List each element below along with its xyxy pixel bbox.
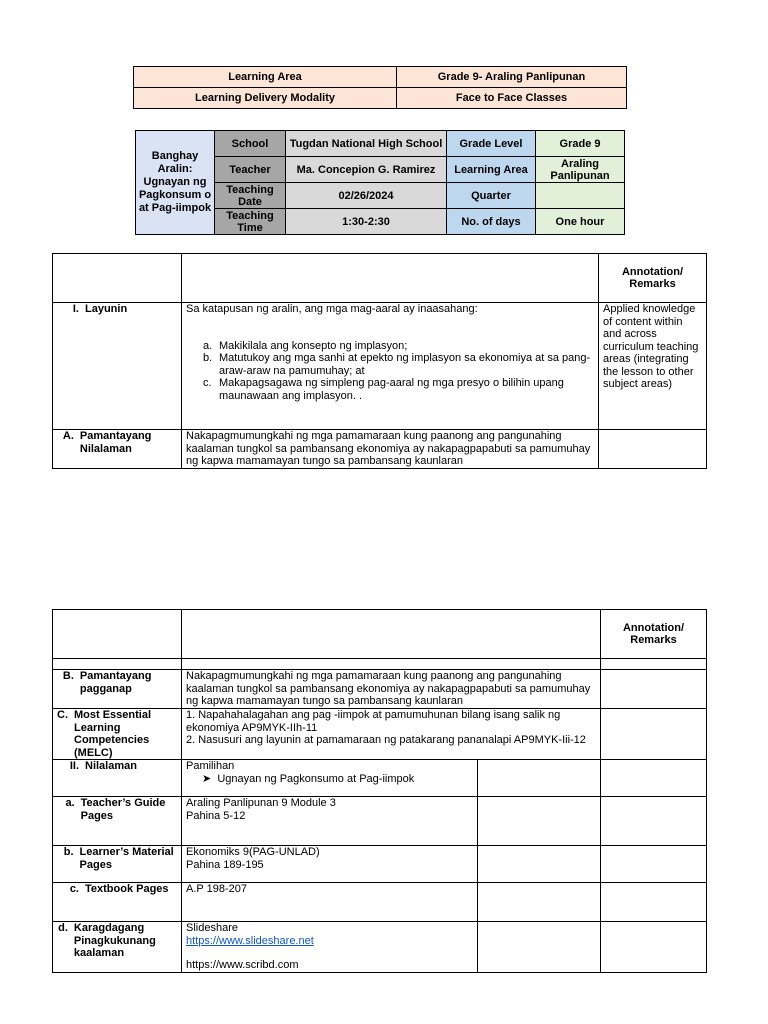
melc-content <box>182 709 601 760</box>
annotation-header: Annotation/ Remarks <box>601 610 707 659</box>
lesson-plan-title: Banghay Aralin: Ugnayan ng Pagkonsum o at Pag-iimpok <box>136 131 215 235</box>
delivery-modality-value: Face to Face Classes <box>397 88 627 109</box>
pamantayang-nilalaman-content: Nakapagmumungkahi ng mga pamamaraan kung paanong ang pangunahing kaalaman tungkol sa pambansang ekonomiya ay nakapagpapabuti sa pamumuhay ng kapwa mamamayan tungo sa pambansang kaunlaran <box>182 430 599 469</box>
melc-line: 1. Napahahalagahan ang pag -iimpok at pamumuhunan bilang isang salik ng ekonomiya AP9MYK-IIh-11 <box>186 709 561 734</box>
teaching-date-label: Teaching Date <box>215 183 286 209</box>
spacer-cell <box>182 659 601 670</box>
list-item <box>186 773 473 786</box>
karagdagang-content <box>182 922 478 973</box>
remarks-cell <box>599 430 707 469</box>
layunin-intro: Sa katapusan ng aralin, ang mga mag-aaral ay inaasahang: <box>186 303 478 315</box>
empty-cell <box>478 797 601 846</box>
textbook-label-cell <box>53 883 182 922</box>
row-num: II. <box>69 760 79 772</box>
nilalaman-content <box>182 760 478 797</box>
row-num: C. <box>57 709 68 721</box>
list-marker: c. <box>203 377 212 389</box>
slideshare-link[interactable]: https://www.slideshare.net <box>186 934 314 947</box>
learner-material-label-cell <box>53 846 182 883</box>
layunin-num: I. <box>72 303 79 315</box>
list-text: Matutukoy ang mga sanhi at epekto ng implasyon sa ekonomiya at sa pang-araw-araw na pamumuhay; at <box>219 352 591 377</box>
spacer-cell <box>53 659 182 670</box>
empty-cell <box>478 922 601 973</box>
header-empty-cell <box>53 610 182 659</box>
row-label: Teacher’s Guide Pages <box>80 797 166 822</box>
learning-area-label-2: Learning Area <box>447 157 536 183</box>
spacer-cell <box>601 659 707 670</box>
teacher-label: Teacher <box>215 157 286 183</box>
delivery-modality-label: Learning Delivery Modality <box>134 88 397 109</box>
layunin-remarks: Applied knowledge of content within and across curriculum teaching areas (integrating the lesson to other subject areas) <box>599 303 707 430</box>
learning-area-table <box>133 66 627 109</box>
no-of-days-label: No. of days <box>447 209 536 235</box>
grade-level-value: Grade 9 <box>536 131 625 157</box>
pamantayang-nilalaman-label-cell <box>53 430 182 469</box>
lesson-info-table <box>135 130 625 235</box>
row-num: d. <box>58 922 68 934</box>
grade-level-label: Grade Level <box>447 131 536 157</box>
list-text: Makikilala ang konsepto ng implasyon; <box>219 339 408 352</box>
teacher-guide-label-cell <box>53 797 182 846</box>
annotation-header: Annotation/ Remarks <box>599 254 707 303</box>
content-line: https://www.scribd.com <box>186 959 299 971</box>
layunin-content <box>182 303 599 430</box>
melc-label-cell <box>53 709 182 760</box>
header-empty-cell <box>53 254 182 303</box>
remarks-cell <box>601 670 707 709</box>
quarter-value <box>536 183 625 209</box>
row-label: Learner’s Material Pages <box>79 846 174 871</box>
row-num: c. <box>69 883 79 895</box>
list-text: Ugnayan ng Pagkonsumo at Pag-iimpok <box>217 772 415 785</box>
remarks-cell <box>601 760 707 797</box>
karagdagang-label-cell <box>53 922 182 973</box>
list-item <box>203 377 594 402</box>
row-num: a. <box>65 797 75 809</box>
list-marker: a. <box>203 339 213 352</box>
empty-cell <box>478 760 601 797</box>
remarks-cell <box>601 883 707 922</box>
row-num: A. <box>62 430 74 442</box>
teacher-guide-content <box>182 797 478 846</box>
row-num: b. <box>63 846 74 858</box>
school-value: Tugdan National High School <box>286 131 447 157</box>
remarks-cell <box>601 797 707 846</box>
lesson-table-1 <box>52 253 707 469</box>
header-empty-cell <box>182 254 599 303</box>
textbook-content: A.P 198-207 <box>182 883 478 922</box>
teaching-time-value: 1:30-2:30 <box>286 209 447 235</box>
row-num: B. <box>62 670 74 682</box>
content-line: Ekonomiks 9(PAG-UNLAD) <box>186 846 320 858</box>
list-marker: b. <box>203 352 213 364</box>
row-label: Most Essential Learning Competencies (MELC) <box>74 709 152 759</box>
empty-cell <box>478 846 601 883</box>
nilalaman-line: Pamilihan <box>186 760 235 772</box>
nilalaman-label-cell <box>53 760 182 797</box>
content-line: Pahina 189-195 <box>186 858 264 871</box>
remarks-cell <box>601 922 707 973</box>
quarter-label: Quarter <box>447 183 536 209</box>
learner-material-content <box>182 846 478 883</box>
list-text: Makapagsagawa ng simpleng pag-aaral ng mga presyo o bilihin upang maunawaan ang implasyon. . <box>219 377 564 402</box>
remarks-cell <box>601 709 707 760</box>
no-of-days-value: One hour <box>536 209 625 235</box>
row-label: Karagdagang Pinagkukunang kaalaman <box>73 922 156 959</box>
content-line: Slideshare <box>186 922 238 934</box>
row-label: Nilalaman <box>85 760 137 772</box>
empty-cell <box>478 883 601 922</box>
arrow-bullet-icon: ➤ <box>202 772 218 785</box>
layunin-label: Layunin <box>85 303 128 315</box>
melc-line: 2. Nasusuri ang layunin at pamamaraan ng patakarang pananalapi AP9MYK-Iii-12 <box>186 734 586 746</box>
row-label: Pamantayang pagganap <box>79 670 152 695</box>
learning-area-value: Grade 9- Araling Panlipunan <box>397 67 627 88</box>
school-label: School <box>215 131 286 157</box>
content-line: Araling Panlipunan 9 Module 3 <box>186 797 336 809</box>
list-item <box>203 352 594 377</box>
learning-area-label: Learning Area <box>134 67 397 88</box>
lesson-table-2 <box>52 609 707 973</box>
learning-area-value-2: Araling Panlipunan <box>536 157 625 183</box>
header-empty-cell <box>182 610 601 659</box>
remarks-cell <box>601 846 707 883</box>
content-line: Pahina 5-12 <box>186 809 246 822</box>
row-label: Pamantayang Nilalaman <box>79 430 152 455</box>
teaching-date-value: 02/26/2024 <box>286 183 447 209</box>
list-item <box>203 339 594 353</box>
layunin-label-cell <box>53 303 182 430</box>
pagganap-content: Nakapagmumungkahi ng mga pamamaraan kung paanong ang pangunahing kaalaman tungkol sa pambansang ekonomiya ay nakapagpapabuti sa pamumuhay ng kapwa mamamayan tungo sa pambansang kaunlaran <box>182 670 601 709</box>
teaching-time-label: Teaching Time <box>215 209 286 235</box>
pagganap-label-cell <box>53 670 182 709</box>
layunin-list <box>186 340 594 403</box>
teacher-value: Ma. Concepion G. Ramirez <box>286 157 447 183</box>
row-label: Textbook Pages <box>85 883 169 895</box>
